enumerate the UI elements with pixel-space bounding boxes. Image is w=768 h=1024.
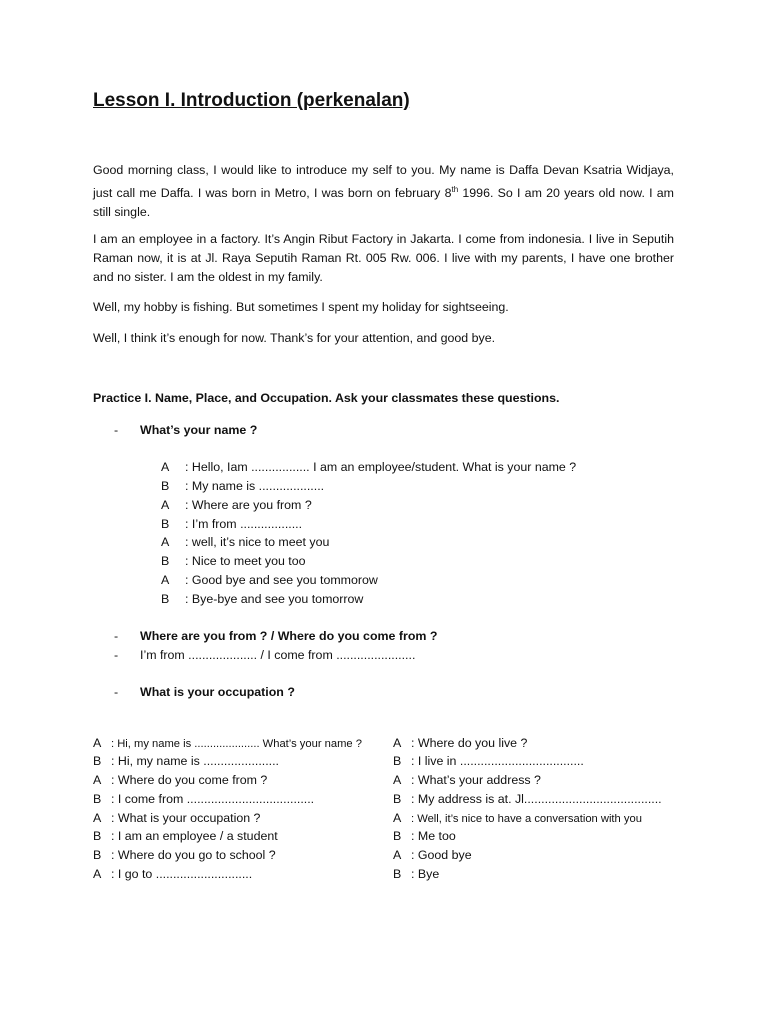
left-conversation-line <box>93 829 278 843</box>
bullet-item <box>114 648 415 662</box>
speaker-label: A <box>393 848 402 862</box>
right-conversation-line <box>393 792 662 806</box>
intro-paragraph-1-rest: 1996. So I am 20 years old now. I am still single. <box>93 186 674 220</box>
bullet-text: Where are you from ? / Where do you come from ? <box>140 629 438 643</box>
bullet-item <box>114 423 257 437</box>
speaker-label: A <box>393 811 402 825</box>
speaker-label: B <box>393 754 402 768</box>
speaker-label: B <box>93 792 102 806</box>
bullet-text: I’m from .................... / I come from ....................... <box>140 648 416 662</box>
bullet-item <box>114 629 437 643</box>
bullet-item <box>114 685 295 699</box>
speaker-label: A <box>93 736 102 750</box>
speaker-label: B <box>393 792 402 806</box>
left-conversation-line <box>93 848 276 862</box>
left-conversation-line <box>93 773 267 787</box>
dialogue-text: : Nice to meet you too <box>185 554 306 568</box>
dialogue-line <box>161 554 306 568</box>
conversation-text: : I come from ..................................... <box>111 792 315 806</box>
left-conversation-line <box>93 754 279 768</box>
dialogue-line <box>161 573 378 587</box>
speaker-label: B <box>161 554 170 568</box>
conversation-text: : Me too <box>411 829 456 843</box>
conversation-text: : Bye <box>411 867 440 881</box>
right-conversation-line <box>393 848 472 862</box>
conversation-text: : I am an employee / a student <box>111 829 278 843</box>
conversation-text: : My address is at. Jl........................................ <box>411 792 662 806</box>
bullet-dash: - <box>114 685 119 699</box>
intro-paragraph-4: Well, I think it’s enough for now. Thank’s for your attention, and good bye. <box>93 331 496 345</box>
conversation-text: : Where do you live ? <box>411 736 528 750</box>
right-conversation-line <box>393 736 527 750</box>
speaker-label: B <box>93 754 102 768</box>
speaker-label: A <box>93 773 102 787</box>
bullet-text: What’s your name ? <box>140 423 258 437</box>
conversation-text: : What is your occupation ? <box>111 811 261 825</box>
right-conversation-line <box>393 773 541 787</box>
left-conversation-line <box>93 792 314 806</box>
dialogue-text: : well, it’s nice to meet you <box>185 535 330 549</box>
practice-heading: Practice I. Name, Place, and Occupation. Ask your classmates these questions. <box>93 391 560 405</box>
conversation-text: : Where do you go to school ? <box>111 848 276 862</box>
dialogue-text: : My name is ................... <box>185 479 325 493</box>
speaker-label: A <box>393 773 402 787</box>
bullet-text: What is your occupation ? <box>140 685 295 699</box>
intro-paragraph-3: Well, my hobby is fishing. But sometimes I spent my holiday for sightseeing. <box>93 300 509 314</box>
conversation-text: : Well, it’s nice to have a conversation with you <box>411 813 642 825</box>
speaker-label: A <box>161 498 170 512</box>
speaker-label: B <box>161 592 170 606</box>
ordinal-suffix: th <box>451 185 459 194</box>
intro-paragraph-1-text: Good morning class, I would like to introduce my self to you. My name is Daffa Devan Ksatria Widjaya, just call me Daffa. I was born in Metro, I was born on february 8 <box>93 163 674 201</box>
speaker-label: B <box>393 829 402 843</box>
lesson-title: Lesson I. Introduction (perkenalan) <box>93 90 410 111</box>
bullet-dash: - <box>114 423 119 437</box>
speaker-label: A <box>93 867 102 881</box>
right-conversation-line <box>393 829 456 843</box>
intro-paragraph-1 <box>93 161 674 222</box>
speaker-label: A <box>161 460 170 474</box>
speaker-label: A <box>393 736 402 750</box>
speaker-label: B <box>161 517 170 531</box>
dialogue-text: : Hello, Iam ................. I am an employee/student. What is your name ? <box>185 460 577 474</box>
speaker-label: B <box>393 867 402 881</box>
conversation-text: : Good bye <box>411 848 472 862</box>
conversation-text: : Where do you come from ? <box>111 773 268 787</box>
bullet-dash: - <box>114 629 119 643</box>
intro-paragraph-2: I am an employee in a factory. It’s Angin Ribut Factory in Jakarta. I come from indonesia. I live in Seputih Raman now, it is at Jl. Raya Seputih Raman Rt. 005 Rw. 006. I live with my parents, I have one brother and no sister. I am the oldest in my family. <box>93 232 674 284</box>
right-conversation-line <box>393 867 439 881</box>
conversation-text: : Hi, my name is ...................... <box>111 754 279 768</box>
dialogue-text: : Where are you from ? <box>185 498 312 512</box>
right-conversation-line <box>393 811 642 825</box>
conversation-text: : What’s your address ? <box>411 773 541 787</box>
dialogue-line <box>161 535 329 549</box>
speaker-label: B <box>161 479 170 493</box>
speaker-label: A <box>93 811 102 825</box>
speaker-label: A <box>161 573 170 587</box>
left-conversation-line <box>93 736 362 750</box>
left-conversation-line <box>93 867 252 881</box>
bullet-dash: - <box>114 648 119 662</box>
dialogue-line <box>161 498 312 512</box>
dialogue-line <box>161 517 302 531</box>
conversation-text: : Hi, my name is ..................... What’s your name ? <box>111 738 362 750</box>
speaker-label: B <box>93 829 102 843</box>
dialogue-text: : Good bye and see you tommorow <box>185 573 378 587</box>
conversation-text: : I live in .................................... <box>411 754 584 768</box>
dialogue-text: : I’m from .................. <box>185 517 303 531</box>
dialogue-text: : Bye-bye and see you tomorrow <box>185 592 364 606</box>
right-conversation-line <box>393 754 584 768</box>
speaker-label: B <box>93 848 102 862</box>
dialogue-line <box>161 479 324 493</box>
speaker-label: A <box>161 535 170 549</box>
dialogue-line <box>161 592 363 606</box>
dialogue-line <box>161 460 576 474</box>
left-conversation-line <box>93 811 260 825</box>
conversation-text: : I go to ............................ <box>111 867 253 881</box>
